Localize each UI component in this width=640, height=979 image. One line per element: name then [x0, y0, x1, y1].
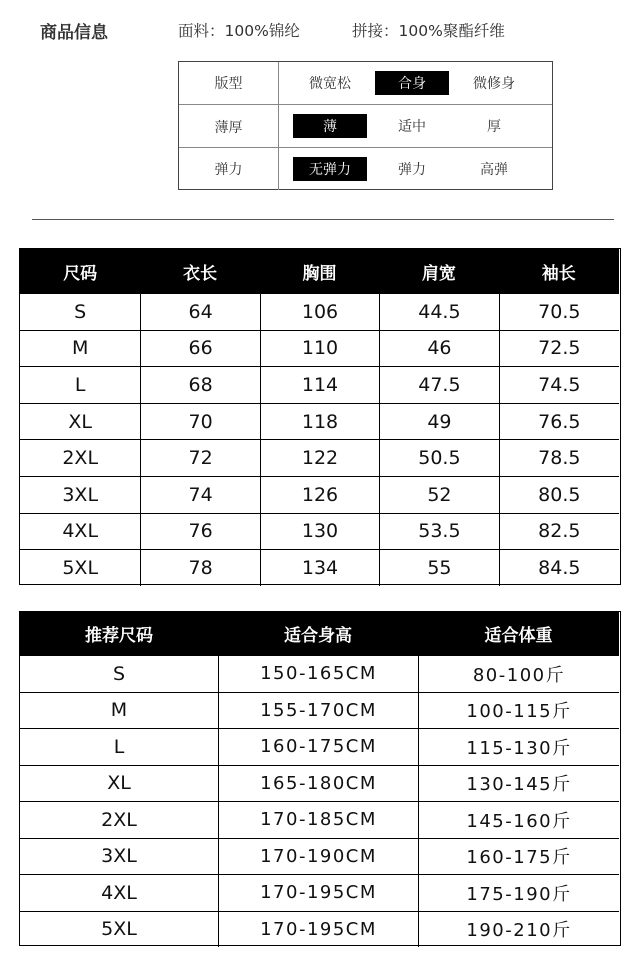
size-table-cell: 76: [140, 514, 259, 550]
size-table-cell: L: [74, 373, 86, 396]
recommend-table-cell: 145-160斤: [418, 802, 619, 838]
recommend-size-table: [19, 611, 621, 946]
size-table-cell: 53.5: [379, 514, 498, 550]
size-table-cell: 72: [140, 440, 259, 476]
recommend-table-cell: 165-180CM: [218, 766, 418, 802]
recommend-table-cell: 2XL: [101, 808, 137, 831]
size-table-row: [20, 549, 619, 586]
recommend-table-cell: 100-115斤: [418, 693, 619, 729]
recommend-table-row: [20, 765, 619, 802]
size-table-column-header: 衣长: [183, 263, 218, 284]
size-table-column-header: 袖长: [541, 263, 576, 284]
size-table-cell: 72.5: [499, 331, 619, 367]
attribute-row: [179, 147, 552, 190]
product-info-header: [0, 18, 640, 44]
size-table-column-header: 胸围: [302, 263, 337, 284]
recommend-table-cell: 170-195CM: [218, 912, 418, 948]
section-divider: [32, 219, 614, 220]
attribute-option: 微修身: [473, 76, 515, 92]
attribute-option-selected: 薄: [293, 114, 367, 138]
recommend-table-column-header: 推荐尺码: [85, 626, 153, 646]
size-table-cell: 126: [260, 477, 379, 513]
size-table-row: [20, 366, 619, 403]
size-table-row: [20, 403, 619, 440]
size-table-cell: 110: [260, 331, 379, 367]
size-table-cell: 5XL: [62, 556, 99, 579]
recommend-table-row: [20, 692, 619, 729]
size-table-cell: 82.5: [499, 514, 619, 550]
attribute-label: 薄厚: [179, 105, 279, 148]
recommend-table-cell: 160-175斤: [418, 839, 619, 875]
recommend-table-cell: 170-185CM: [218, 802, 418, 838]
size-table-row: [20, 293, 619, 330]
attribute-option-selected: 合身: [375, 71, 449, 95]
attribute-label: 版型: [179, 62, 279, 104]
size-table-cell: 80.5: [499, 477, 619, 513]
recommend-table-row: [20, 655, 619, 692]
attribute-table: [178, 61, 553, 190]
recommend-table-row: [20, 838, 619, 875]
size-table-row: [20, 330, 619, 367]
size-table-cell: 52: [379, 477, 498, 513]
attribute-option: 弹力: [398, 162, 426, 178]
size-table-cell: 118: [260, 404, 379, 440]
size-table-cell: 50.5: [379, 440, 498, 476]
attribute-row: [179, 104, 552, 148]
recommend-table-cell: 80-100斤: [418, 656, 619, 692]
recommend-table-cell: 115-130斤: [418, 729, 619, 765]
size-table-row: [20, 513, 619, 550]
size-table-cell: 70: [140, 404, 259, 440]
size-table-cell: 68: [140, 367, 259, 403]
attribute-option: 高弹: [480, 162, 508, 178]
recommend-table-cell: 150-165CM: [218, 656, 418, 692]
recommend-table-cell: 130-145斤: [418, 766, 619, 802]
recommend-table-cell: 4XL: [101, 881, 137, 904]
product-info-title: 商品信息: [40, 23, 108, 43]
recommend-table-row: [20, 911, 619, 948]
size-table-cell: 76.5: [499, 404, 619, 440]
recommend-table-cell: 5XL: [101, 918, 137, 941]
size-table-cell: 74.5: [499, 367, 619, 403]
fabric-composition: 面料：100%锦纶: [178, 22, 300, 40]
size-table-cell: XL: [68, 410, 92, 433]
size-table-column-header: 尺码: [63, 263, 98, 284]
size-table-cell: 70.5: [499, 294, 619, 330]
recommend-table-cell: XL: [107, 772, 131, 795]
recommend-table-row: [20, 728, 619, 765]
recommend-table-cell: 170-190CM: [218, 839, 418, 875]
size-table: [19, 248, 621, 585]
attribute-option-selected: 无弹力: [293, 157, 367, 181]
attribute-option: 厚: [487, 119, 501, 135]
size-table-cell: 55: [379, 550, 498, 586]
size-table-cell: 47.5: [379, 367, 498, 403]
size-table-row: [20, 476, 619, 513]
recommend-table-column-header: 适合身高: [284, 626, 353, 646]
size-table-cell: 44.5: [379, 294, 498, 330]
size-table-cell: 4XL: [62, 520, 99, 543]
size-table-cell: 130: [260, 514, 379, 550]
recommend-table-cell: 170-195CM: [218, 875, 418, 911]
attribute-option: 适中: [398, 119, 426, 135]
size-table-cell: 84.5: [499, 550, 619, 586]
size-table-cell: M: [71, 337, 89, 360]
size-table-cell: 66: [140, 331, 259, 367]
attribute-label: 弹力: [179, 148, 279, 190]
recommend-table-cell: 175-190斤: [418, 875, 619, 911]
recommend-table-cell: M: [110, 699, 128, 722]
size-table-cell: 78: [140, 550, 259, 586]
size-table-cell: 49: [379, 404, 498, 440]
recommend-table-cell: 160-175CM: [218, 729, 418, 765]
recommend-table-row: [20, 874, 619, 911]
size-table-cell: 134: [260, 550, 379, 586]
recommend-table-header-row: [20, 612, 619, 655]
size-table-cell: 2XL: [62, 447, 99, 470]
splice-composition: 拼接：100%聚酯纤维: [352, 22, 505, 40]
attribute-option: 微宽松: [309, 76, 351, 92]
recommend-table-cell: L: [113, 735, 125, 758]
recommend-table-cell: 155-170CM: [218, 693, 418, 729]
attribute-row: [179, 62, 552, 104]
size-table-cell: 78.5: [499, 440, 619, 476]
recommend-table-column-header: 适合体重: [484, 626, 553, 646]
recommend-table-cell: 3XL: [101, 845, 137, 868]
size-table-cell: 122: [260, 440, 379, 476]
size-table-cell: 3XL: [62, 483, 99, 506]
size-table-column-header: 肩宽: [421, 263, 456, 284]
size-table-cell: 106: [260, 294, 379, 330]
size-table-cell: 64: [140, 294, 259, 330]
size-table-cell: 114: [260, 367, 379, 403]
recommend-table-cell: S: [112, 662, 126, 685]
size-table-row: [20, 439, 619, 476]
size-table-cell: S: [74, 300, 87, 323]
size-table-header-row: [20, 249, 619, 293]
recommend-table-cell: 190-210斤: [418, 912, 619, 948]
recommend-table-row: [20, 801, 619, 838]
size-table-cell: 74: [140, 477, 259, 513]
size-table-cell: 46: [379, 331, 498, 367]
